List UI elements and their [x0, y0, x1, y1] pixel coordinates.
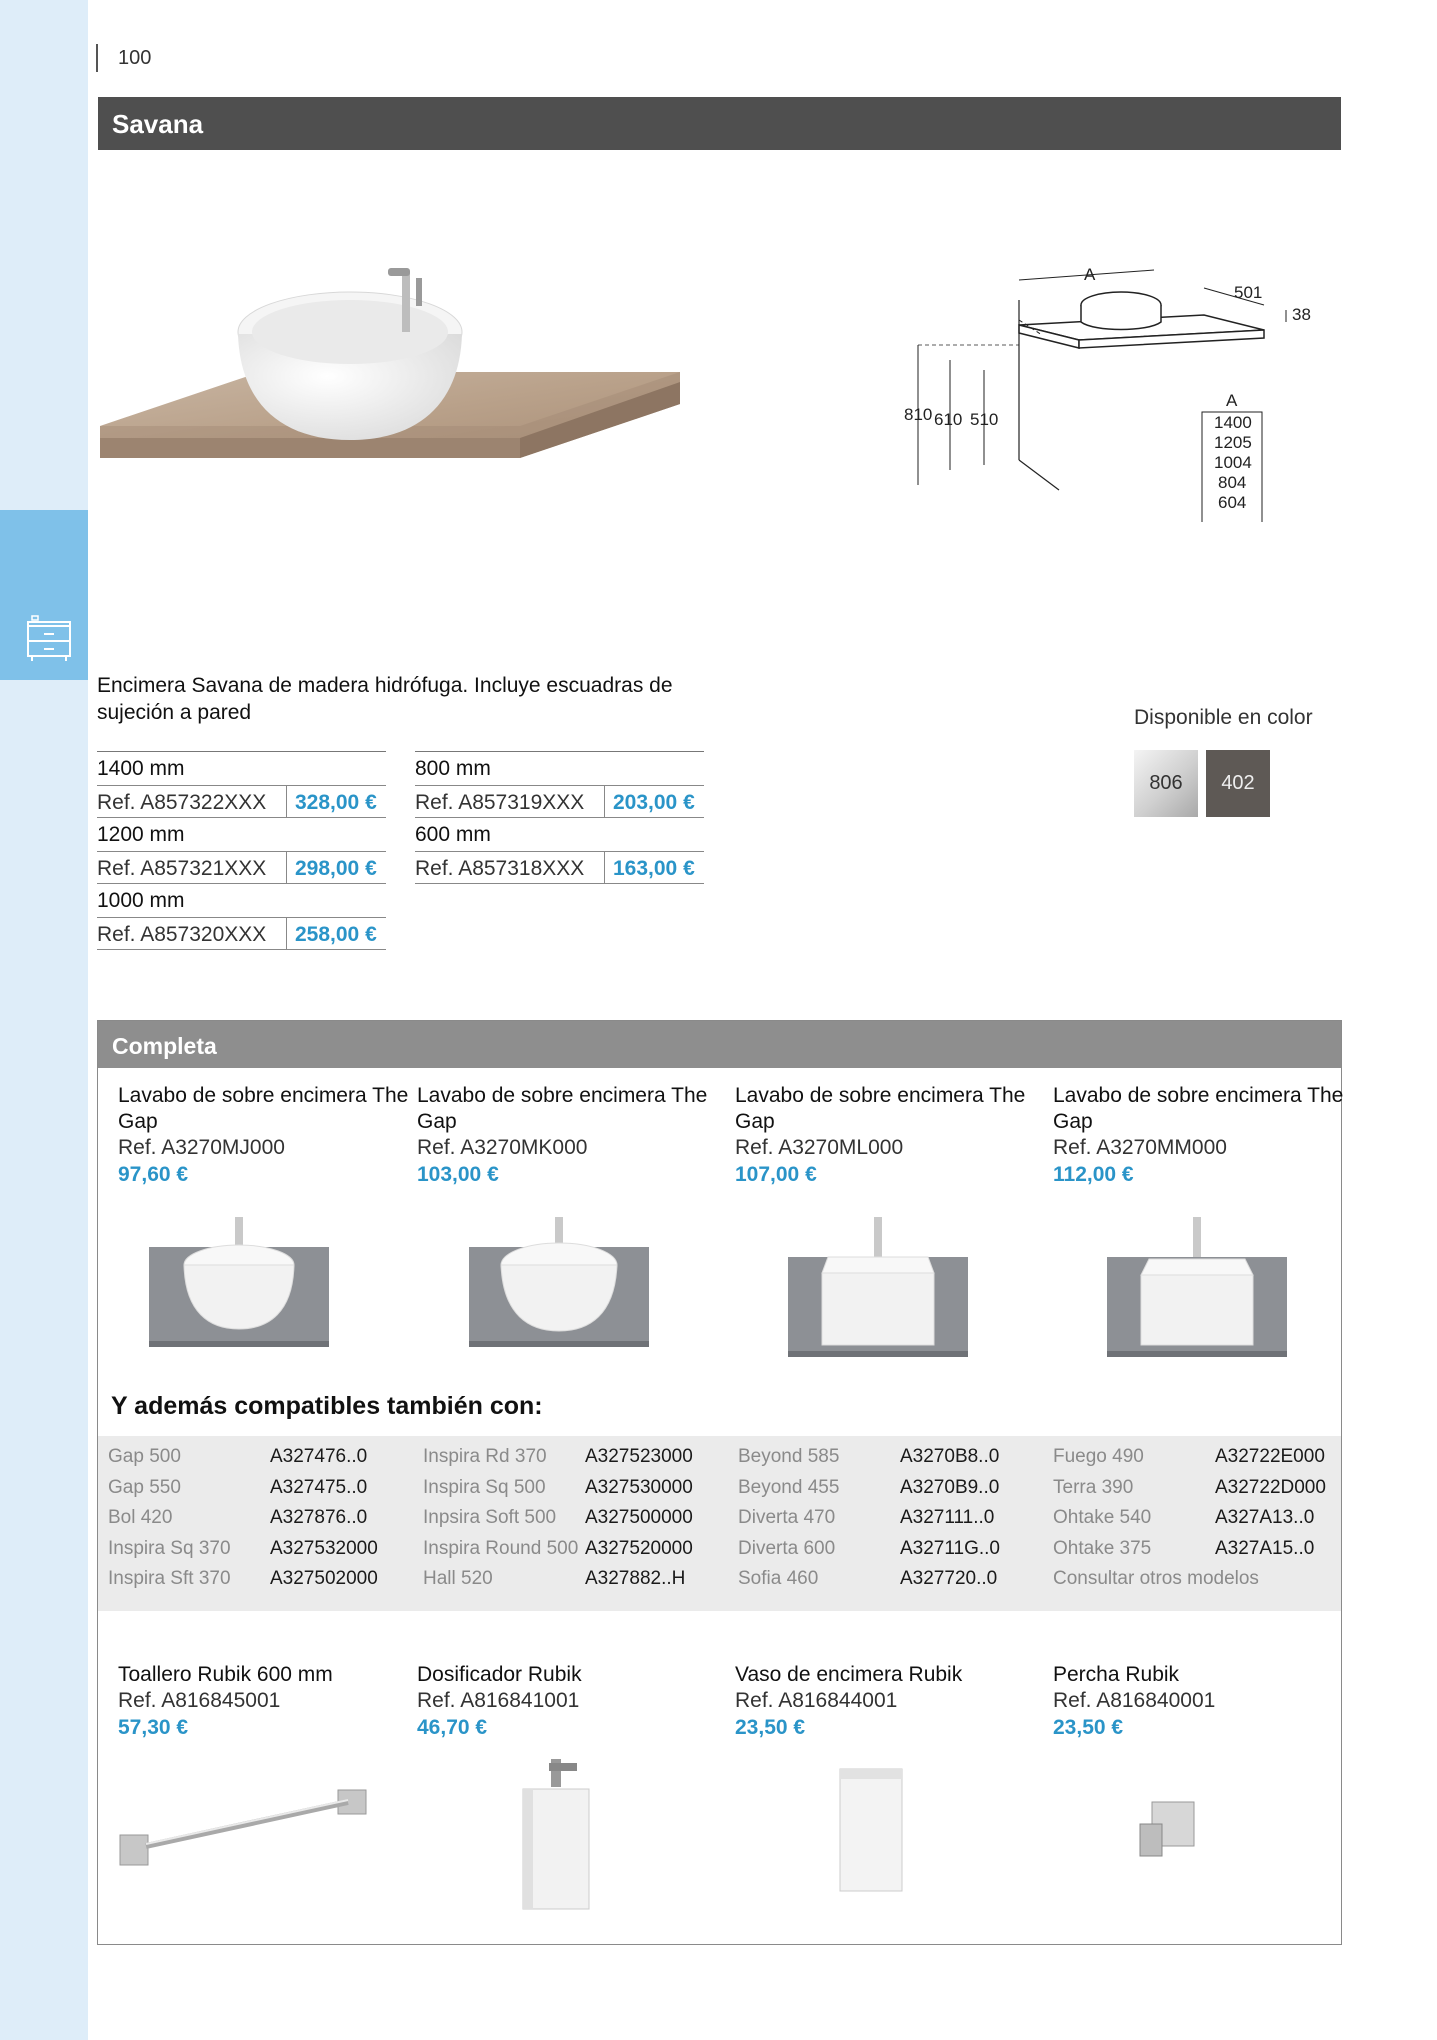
model-name: Inspira Sq 500 — [423, 1476, 546, 1498]
model-name: Inspira Rd 370 — [423, 1446, 547, 1467]
diagram-depth: 501 — [1234, 283, 1263, 302]
product-ref: Ref. A3270ML000 — [735, 1136, 904, 1159]
product-name: Vaso de encimera Rubik — [735, 1663, 963, 1686]
towel-bar-photo — [118, 1780, 378, 1870]
product-price: 112,00 € — [1053, 1163, 1134, 1186]
diagram-thickness: 38 — [1292, 305, 1311, 324]
product-price: 103,00 € — [417, 1163, 499, 1186]
ref-code: Ref. A857318XXX — [415, 852, 605, 883]
swatch-code: 402 — [1221, 772, 1255, 794]
product-price: 107,00 € — [735, 1163, 817, 1186]
color-availability-label: Disponible en color — [1134, 706, 1313, 729]
model-name: Inpsira Soft 500 — [423, 1507, 557, 1528]
product-name: Lavabo de sobre encimera The Gap — [118, 1084, 409, 1133]
model-name: Hall 520 — [423, 1568, 493, 1589]
model-ref: A327A15..0 — [1215, 1537, 1315, 1559]
compatible-row — [1053, 1477, 1369, 1508]
size-label: 1200 mm — [97, 823, 185, 846]
compatible-row — [108, 1507, 424, 1538]
model-name: Ohtake 375 — [1053, 1537, 1152, 1559]
model-ref: A327476..0 — [270, 1446, 368, 1467]
page-number-divider — [96, 44, 98, 72]
model-ref: A327475..0 — [270, 1476, 368, 1498]
countertop-edge — [1107, 1351, 1287, 1357]
completa-title: Completa — [112, 1033, 217, 1059]
square-basin-illustration — [1107, 1217, 1287, 1317]
basin-product — [118, 1083, 418, 1188]
savana-countertop-photo — [100, 262, 690, 522]
soap-dispenser-photo — [519, 1755, 599, 1915]
compatible-column — [108, 1446, 424, 1599]
compatible-row — [423, 1507, 739, 1538]
product-price: 23,50 € — [735, 1716, 806, 1739]
diagram-height-510: 510 — [970, 410, 999, 429]
diagram-table-header: A — [1226, 391, 1238, 410]
price-value: 328,00 € — [295, 791, 377, 814]
model-ref: A3270B8..0 — [900, 1446, 1000, 1467]
color-swatch-402 — [1206, 750, 1270, 817]
model-ref: A3270B9..0 — [900, 1476, 1000, 1498]
diagram-height-810: 810 — [904, 405, 933, 424]
product-ref: Ref. A816840001 — [1053, 1689, 1216, 1712]
compatible-row — [738, 1477, 1054, 1508]
accessory-product — [118, 1662, 418, 1741]
size-label: 800 mm — [415, 757, 491, 780]
model-ref: A327502000 — [270, 1568, 378, 1589]
model-ref: A32722E000 — [1215, 1446, 1325, 1467]
compatible-column — [1053, 1446, 1369, 1599]
compatible-row — [738, 1446, 1054, 1477]
basin-product — [735, 1083, 1035, 1188]
price-value: 258,00 € — [295, 923, 377, 946]
section-title: Savana — [112, 109, 204, 139]
price-table-left — [97, 751, 386, 950]
price-row — [97, 785, 386, 818]
section-header — [98, 97, 1341, 150]
compatible-column — [423, 1446, 739, 1599]
compatible-note: Consultar otros modelos — [1053, 1568, 1259, 1589]
compatible-row — [108, 1477, 424, 1508]
price-value: 203,00 € — [613, 791, 695, 814]
diagram-width-value: 804 — [1218, 473, 1247, 492]
model-name: Diverta 600 — [738, 1537, 836, 1559]
ref-code: Ref. A857322XXX — [97, 786, 287, 817]
accessory-product — [417, 1662, 717, 1741]
chapter-tab — [0, 510, 88, 680]
robe-hook-photo — [1138, 1800, 1198, 1864]
accessory-product — [1053, 1662, 1353, 1741]
square-basin-photo — [788, 1257, 968, 1357]
vanity-unit-icon — [26, 614, 72, 662]
price-table-right — [415, 751, 704, 884]
product-name: Lavabo de sobre encimera The Gap — [417, 1084, 708, 1133]
completa-header — [98, 1021, 1341, 1068]
left-margin-strip — [0, 0, 88, 2040]
round-basin-illustration — [149, 1217, 329, 1317]
price-row — [97, 851, 386, 884]
diagram-width-value: 604 — [1218, 493, 1247, 512]
basin-product — [1053, 1083, 1353, 1188]
countertop-edge — [149, 1341, 329, 1347]
model-name: Bol 420 — [108, 1507, 173, 1528]
compatible-row — [1053, 1568, 1369, 1599]
compatible-title: Y además compatibles también con: — [111, 1392, 543, 1420]
round-basin-photo — [149, 1247, 329, 1347]
model-ref: A327523000 — [585, 1446, 693, 1467]
model-ref: A327882..H — [585, 1568, 686, 1589]
price-value: 298,00 € — [295, 857, 377, 880]
countertop-edge — [788, 1351, 968, 1357]
model-name: Fuego 490 — [1053, 1446, 1144, 1467]
compatible-row — [1053, 1538, 1369, 1569]
countertop-dimension-diagram — [904, 260, 1344, 522]
model-ref: A327720..0 — [900, 1568, 998, 1589]
size-label: 1400 mm — [97, 757, 185, 780]
ref-code: Ref. A857319XXX — [415, 786, 605, 817]
compatible-row — [1053, 1507, 1369, 1538]
model-ref: A327520000 — [585, 1537, 693, 1559]
ref-code: Ref. A857321XXX — [97, 852, 287, 883]
product-name: Lavabo de sobre encimera The Gap — [1053, 1084, 1344, 1133]
model-ref: A327530000 — [585, 1476, 693, 1498]
compatible-row — [738, 1568, 1054, 1599]
compatible-row — [108, 1538, 424, 1569]
product-ref: Ref. A3270MM000 — [1053, 1136, 1227, 1159]
model-ref: A32722D000 — [1215, 1476, 1326, 1498]
compatible-row — [423, 1568, 739, 1599]
diagram-width-value: 1400 — [1214, 413, 1252, 432]
accessory-product — [735, 1662, 1035, 1741]
compatible-row — [423, 1477, 739, 1508]
model-name: Diverta 470 — [738, 1507, 836, 1528]
compatible-list — [98, 1436, 1341, 1611]
product-price: 46,70 € — [417, 1716, 488, 1739]
product-name: Dosificador Rubik — [417, 1663, 582, 1686]
product-ref: Ref. A3270MJ000 — [118, 1136, 285, 1159]
model-name: Gap 550 — [108, 1476, 181, 1498]
compatible-row — [1053, 1446, 1369, 1477]
size-label: 1000 mm — [97, 889, 185, 912]
ref-code: Ref. A857320XXX — [97, 918, 287, 949]
model-ref: A327A13..0 — [1215, 1507, 1315, 1528]
price-value: 163,00 € — [613, 857, 695, 880]
model-ref: A327532000 — [270, 1537, 378, 1559]
model-name: Gap 500 — [108, 1446, 181, 1467]
square-basin-photo — [1107, 1257, 1287, 1357]
compatible-row — [108, 1446, 424, 1477]
product-name: Lavabo de sobre encimera The Gap — [735, 1084, 1026, 1133]
product-name: Toallero Rubik 600 mm — [118, 1663, 333, 1686]
model-name: Sofia 460 — [738, 1568, 819, 1589]
model-name: Inspira Sq 370 — [108, 1537, 231, 1559]
diagram-label-a: A — [1084, 265, 1096, 284]
compatible-column — [738, 1446, 1054, 1599]
product-ref: Ref. A816844001 — [735, 1689, 898, 1712]
swatch-code: 806 — [1149, 772, 1183, 794]
model-ref: A32711G..0 — [900, 1537, 1001, 1559]
diagram-width-value: 1004 — [1214, 453, 1252, 472]
round-basin-photo — [469, 1247, 649, 1347]
model-name: Ohtake 540 — [1053, 1507, 1152, 1528]
price-row — [97, 917, 386, 950]
product-price: 57,30 € — [118, 1716, 189, 1739]
product-ref: Ref. A3270MK000 — [417, 1136, 588, 1159]
product-price: 97,60 € — [118, 1163, 189, 1186]
compatible-row — [738, 1507, 1054, 1538]
diagram-width-value: 1205 — [1214, 433, 1252, 452]
compatible-row — [423, 1538, 739, 1569]
round-basin-illustration — [469, 1217, 649, 1317]
diagram-height-610: 610 — [934, 410, 963, 429]
size-label: 600 mm — [415, 823, 491, 846]
model-name: Terra 390 — [1053, 1476, 1134, 1498]
model-ref: A327500000 — [585, 1507, 693, 1528]
model-ref: A327111..0 — [900, 1507, 995, 1528]
countertop-tumbler-photo — [836, 1765, 906, 1895]
model-ref: A327876..0 — [270, 1507, 368, 1528]
countertop-edge — [469, 1341, 649, 1347]
product-description: Encimera Savana de madera hidrófuga. Incluye escuadras de sujeción a pared — [97, 674, 673, 724]
model-name: Beyond 585 — [738, 1446, 840, 1467]
compatible-row — [423, 1446, 739, 1477]
model-name: Inspira Sft 370 — [108, 1568, 231, 1589]
price-row — [415, 851, 704, 884]
model-name: Beyond 455 — [738, 1476, 840, 1498]
product-ref: Ref. A816841001 — [417, 1689, 580, 1712]
compatible-row — [108, 1568, 424, 1599]
product-ref: Ref. A816845001 — [118, 1689, 281, 1712]
square-basin-illustration — [788, 1217, 968, 1317]
compatible-row — [738, 1538, 1054, 1569]
page-number: 100 — [118, 47, 152, 69]
model-name: Inspira Round 500 — [423, 1537, 579, 1559]
product-price: 23,50 € — [1053, 1716, 1124, 1739]
price-row — [415, 785, 704, 818]
basin-product — [417, 1083, 717, 1188]
color-swatch-806 — [1134, 750, 1198, 817]
product-name: Percha Rubik — [1053, 1663, 1180, 1686]
